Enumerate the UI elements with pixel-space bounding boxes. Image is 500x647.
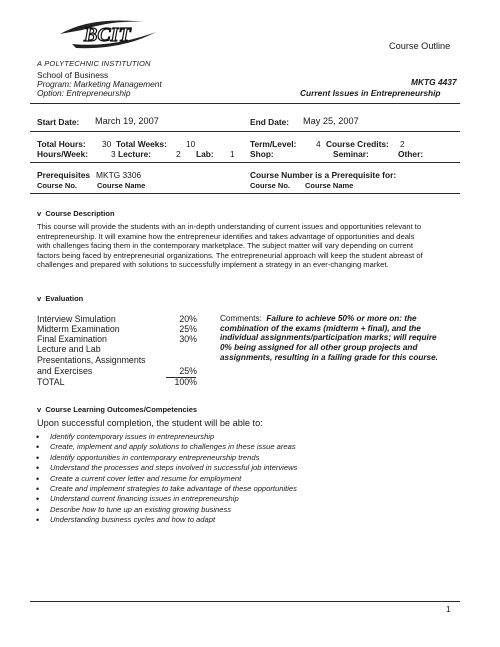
end-date-value: May 25, 2007 — [303, 116, 359, 126]
heading-chevron-icon: v — [37, 294, 46, 303]
course-credits-value: 2 — [400, 139, 405, 149]
course-name-header: Course Name — [97, 181, 146, 190]
prerequisite-for-label: Course Number is a Prerequisite for: — [250, 170, 397, 180]
start-date-value: March 19, 2007 — [95, 116, 159, 126]
seminar-label: Seminar: — [333, 149, 369, 159]
course-no-header: Course No. — [37, 181, 78, 190]
description-line: entrepreneurship. It will examine how the entrepreneur identifies and takes advantage of opportunities and deals — [37, 231, 415, 241]
description-heading: v Course Description — [37, 209, 115, 218]
program-name: Program: Marketing Management — [37, 79, 162, 89]
school-name: School of Business — [37, 70, 109, 80]
evaluation-total-row: TOTAL 100% — [37, 377, 197, 387]
course-title: Current Issues in Entrepreneurship — [300, 88, 441, 98]
evaluation-row: and Exercises 25% — [37, 366, 197, 376]
page-number: 1 — [446, 604, 451, 614]
comments-label: Comments: — [220, 314, 262, 323]
evaluation-row: Interview Simulation 20% — [37, 314, 197, 324]
comments-text: Failure to achieve 50% or more on: the combination of the exams (midterm + final), and the individual assignments/participation marks; will require 0% being assigned for all other group projects and assignments, resulting in a failing grade for this course. — [220, 314, 438, 362]
prereq-divider — [30, 193, 460, 194]
outcomes-heading: v Course Learning Outcomes/Competencies — [37, 405, 198, 414]
evaluation-row: Final Examination 30% — [37, 334, 197, 344]
outcomes-intro: Upon successful completion, the student will be able to: — [37, 418, 263, 428]
description-line: with challenges facing them in the contemporary marketplace. The subject matter will vary depending on current — [37, 241, 413, 251]
list-item: • Describe how to tune up an existing growing business — [34, 505, 454, 515]
shop-label: Shop: — [250, 149, 274, 159]
outcomes-list — [34, 432, 454, 526]
lecture-hours-value: 2 — [176, 149, 181, 159]
evaluation-row: Presentations, Assignments — [37, 355, 146, 365]
lecture-label: Lecture: — [118, 149, 152, 159]
course-credits-label: Course Credits: — [326, 139, 389, 149]
list-item: • Identify opportunities in contemporary entrepreneurship trends — [34, 453, 454, 463]
right-course-no-header: Course No. — [250, 181, 291, 190]
header-divider — [30, 103, 460, 104]
list-item: • Understanding business cycles and how to adapt — [34, 515, 454, 525]
hours-week-label: Hours/Week: — [37, 149, 89, 159]
heading-chevron-icon: v — [37, 209, 46, 218]
list-item: • Create and implement strategies to take advantage of these opportunities — [34, 484, 454, 494]
list-item: • Create, implement and apply solutions to challenges in these issue areas — [34, 442, 454, 452]
total-weeks-value: 10 — [186, 139, 196, 149]
bcit-logo-graphic — [52, 14, 170, 58]
bcit-logo — [52, 14, 170, 58]
evaluation-row: Lecture and Lab — [37, 344, 101, 354]
svg-text:BCIT: BCIT — [84, 24, 131, 46]
description-line: factors being faced by entrepreneurial organizations. The entrepreneurial approach will keep the student abreast of — [37, 250, 423, 260]
end-date-label: End Date: — [250, 117, 290, 127]
total-hours-label: Total Hours: — [37, 139, 86, 149]
document-type: Course Outline — [389, 41, 451, 51]
logo-subtitle: A POLYTECHNIC INSTITUTION — [37, 59, 151, 68]
lecture-count-value: 3 — [111, 149, 116, 159]
list-item: • Identify contemporary issues in entrepreneurship — [34, 432, 454, 442]
term-level-value: 4 — [316, 139, 321, 149]
total-weeks-label: Total Weeks: — [116, 139, 167, 149]
option-name: Option: Entrepreneurship — [37, 88, 131, 98]
dates-divider — [30, 131, 460, 132]
heading-chevron-icon: v — [37, 405, 46, 414]
list-item: • Understand current financing issues in entrepreneurship — [34, 494, 454, 504]
list-item: • Understand the processes and steps involved in successful job interviews — [34, 463, 454, 473]
description-line: challenges and prepared with solutions to successfully implement a strategy in an ever-changing market. — [37, 260, 389, 270]
lab-value: 1 — [230, 149, 235, 159]
total-hours-value: 30 — [102, 139, 112, 149]
list-item: • Create a current cover letter and resume for employment — [34, 474, 454, 484]
start-date-label: Start Date: — [37, 117, 80, 127]
description-line: This course will provide the students with an in-depth understanding of current issues and opportunities relevant to — [37, 222, 422, 231]
evaluation-heading: v Evaluation — [37, 294, 84, 303]
prerequisites-label: Prerequisites — [37, 170, 91, 180]
term-level-label: Term/Level: — [250, 139, 297, 149]
footer-divider — [30, 601, 460, 602]
prerequisite-code: MKTG 3306 — [96, 170, 142, 180]
evaluation-row: Midterm Examination 25% — [37, 324, 197, 334]
course-code: MKTG 4437 — [411, 77, 457, 87]
evaluation-comments — [220, 314, 450, 363]
hours-divider — [30, 162, 460, 163]
other-label: Other: — [398, 149, 424, 159]
right-course-name-header: Course Name — [305, 181, 354, 190]
course-description — [37, 222, 457, 270]
lab-label: Lab: — [196, 149, 214, 159]
